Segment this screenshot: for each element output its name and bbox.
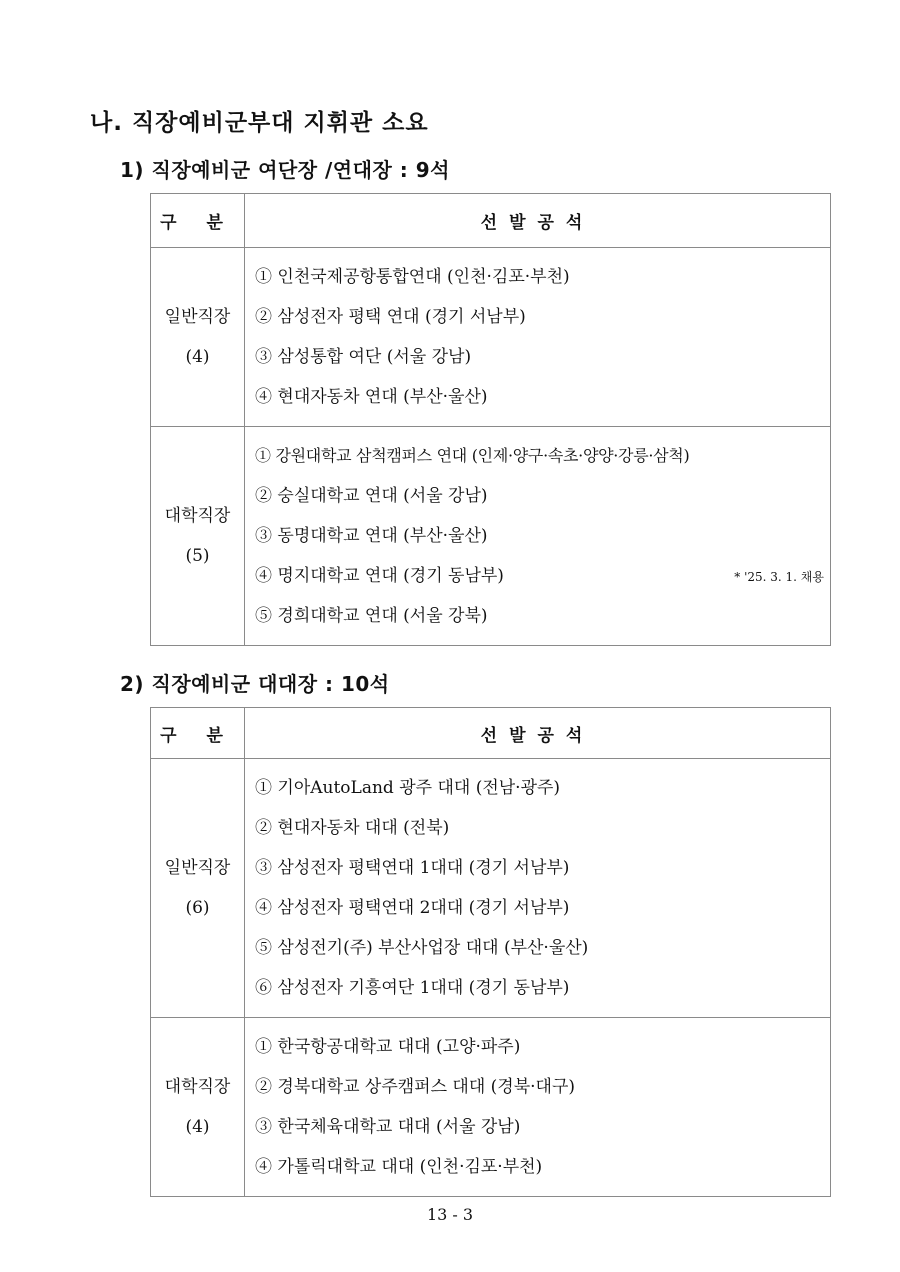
institution-list-cell <box>245 1018 831 1197</box>
header-category: 구 분 <box>151 194 245 248</box>
list-item: ① 기아AutoLand 광주 대대 (전남·광주) <box>255 778 561 798</box>
list-item: ① 한국항공대학교 대대 (고양·파주) <box>255 1037 521 1057</box>
list-item: ② 삼성전자 평택 연대 (경기 서남부) <box>255 307 526 327</box>
category-count: (4) <box>185 1117 210 1137</box>
header-institutions: 선발공석 <box>245 708 831 759</box>
table-row-university <box>151 1018 831 1197</box>
header-category: 구 분 <box>151 708 245 759</box>
section-title: 나. 직장예비군부대 지휘관 소요 <box>90 110 429 136</box>
category-cell <box>151 1018 245 1197</box>
list-item: ② 경북대학교 상주캠퍼스 대대 (경북·대구) <box>255 1077 576 1097</box>
table-row-general <box>151 759 831 1018</box>
category-label: 대학직장 <box>164 506 231 526</box>
list-item: ⑤ 경희대학교 연대 (서울 강북) <box>255 606 488 626</box>
category-count: (5) <box>185 546 210 566</box>
list-item: ② 숭실대학교 연대 (서울 강남) <box>255 486 488 506</box>
list-item: ③ 삼성전자 평택연대 1대대 (경기 서남부) <box>255 858 570 878</box>
battalion-vacancy-table <box>150 707 831 1197</box>
institution-list-cell <box>245 759 831 1018</box>
list-item: ④ 가톨릭대학교 대대 (인천·김포·부천) <box>255 1157 543 1177</box>
category-label: 일반직장 <box>164 858 231 878</box>
subsection-title-battalion: 2) 직장예비군 대대장 : 10석 <box>120 672 390 696</box>
list-item: ① 인천국제공항통합연대 (인천·김포·부천) <box>255 267 570 287</box>
list-item: ③ 동명대학교 연대 (부산·울산) <box>255 526 488 546</box>
list-item: ② 현대자동차 대대 (전북) <box>255 818 450 838</box>
institution-list-cell <box>245 248 831 427</box>
list-item: ③ 한국체육대학교 대대 (서울 강남) <box>255 1117 521 1137</box>
category-count: (6) <box>185 898 210 918</box>
category-label: 일반직장 <box>164 307 231 327</box>
page-number: 13 - 3 <box>426 1205 474 1224</box>
list-item-text: ④ 명지대학교 연대 (경기 동남부) <box>255 566 504 586</box>
list-item: ⑥ 삼성전자 기흥여단 1대대 (경기 동남부) <box>255 978 570 998</box>
table-header-row <box>151 708 831 759</box>
table-header-row <box>151 194 831 248</box>
list-item: ④ 삼성전자 평택연대 2대대 (경기 서남부) <box>255 898 570 918</box>
category-cell <box>151 759 245 1018</box>
list-item-with-note <box>255 556 830 596</box>
header-institutions: 선발공석 <box>245 194 831 248</box>
list-item: ③ 삼성통합 여단 (서울 강남) <box>255 347 472 367</box>
category-cell <box>151 427 245 646</box>
list-item: ① 강원대학교 삼척캠퍼스 연대 (인제·양구·속초·양양·강릉·삼척) <box>255 446 690 465</box>
category-label: 대학직장 <box>164 1077 231 1097</box>
subsection-title-commander-brigade: 1) 직장예비군 여단장 /연대장 : 9석 <box>120 158 450 182</box>
list-item: ④ 현대자동차 연대 (부산·울산) <box>255 387 488 407</box>
table-row-general <box>151 248 831 427</box>
category-count: (4) <box>185 347 210 367</box>
category-cell <box>151 248 245 427</box>
institution-list-cell <box>245 427 831 646</box>
table-row-university <box>151 427 831 646</box>
list-item: ⑤ 삼성전기(주) 부산사업장 대대 (부산·울산) <box>255 938 589 958</box>
brigade-vacancy-table <box>150 193 831 646</box>
hiring-note: * '25. 3. 1. 채용 <box>734 570 824 584</box>
